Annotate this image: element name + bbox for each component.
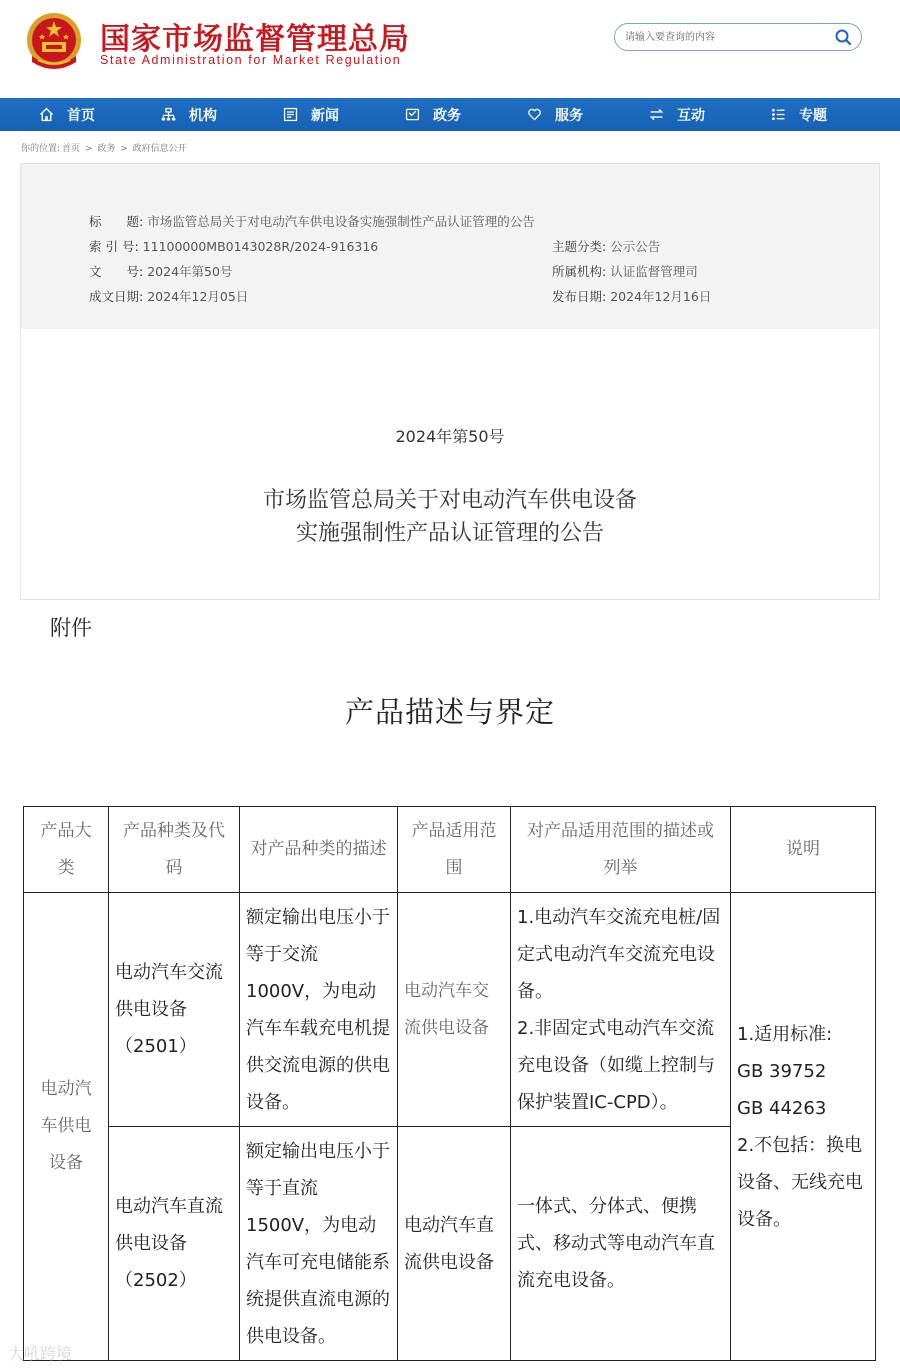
meta-title-label: 标 题: <box>89 214 144 229</box>
scope-description-cell <box>511 893 731 1127</box>
meta-published-value: 2024年12月16日 <box>610 289 712 304</box>
news-icon <box>282 106 299 123</box>
nav-item-topics[interactable] <box>762 98 884 131</box>
meta-org-row <box>552 262 698 280</box>
meta-topic-row <box>552 237 660 255</box>
watermark-text: 大吼跨境 <box>8 1344 73 1363</box>
document-title <box>21 484 879 550</box>
list-icon <box>770 106 787 123</box>
note-line: GB 39752 <box>737 1060 827 1082</box>
product-category-cell: 电动汽车供电设备 <box>24 893 109 1361</box>
meta-topic-value: 公示公告 <box>610 239 661 254</box>
search-box <box>614 23 862 51</box>
product-definition-table <box>23 806 876 1361</box>
nav-item-org[interactable] <box>152 98 274 131</box>
meta-org-label: 所属机构: <box>552 264 607 279</box>
product-kind-cell: 电动汽车直流供电设备（2502） <box>109 1127 240 1361</box>
meta-title-row <box>89 212 535 230</box>
scope-item: 2.非固定式电动汽车交流充电设备（如缆上控制与保护装置IC-CPD）。 <box>517 1017 715 1113</box>
table-header-cell: 产品种类及代码 <box>109 807 240 893</box>
site-title-cn[interactable]: 国家市场监督管理总局 <box>100 22 410 57</box>
section-title: 产品描述与界定 <box>344 695 555 729</box>
nav-item-gov[interactable] <box>396 98 518 131</box>
nav-item-home[interactable] <box>30 98 152 131</box>
meta-docno-label: 文 号: <box>89 264 144 279</box>
org-icon <box>160 106 177 123</box>
nav-label-news: 新闻 <box>311 107 339 124</box>
nav-label-service: 服务 <box>555 107 583 124</box>
meta-created-label: 成文日期: <box>89 289 144 304</box>
meta-org-value: 认证监督管理司 <box>610 264 698 279</box>
heart-icon <box>526 106 543 123</box>
nav-label-interact: 互动 <box>677 107 705 124</box>
meta-docno-value: 2024年第50号 <box>147 264 233 279</box>
table-header-cell: 对产品种类的描述 <box>240 807 398 893</box>
product-scope-cell: 电动汽车直流供电设备 <box>398 1127 511 1361</box>
main-nav <box>0 98 900 131</box>
search-icon[interactable] <box>833 27 853 47</box>
product-description-cell: 额定输出电压小于等于直流1500V，为电动汽车可充电储能系统提供直流电源的供电设备。 <box>240 1127 398 1361</box>
scope-description-cell: 一体式、分体式、便携式、移动式等电动汽车直流充电设备。 <box>511 1127 731 1361</box>
table-row <box>24 893 876 1127</box>
product-description-cell: 额定输出电压小于等于交流1000V，为电动汽车车载充电机提供交流电源的供电设备。 <box>240 893 398 1127</box>
meta-docno-row <box>89 262 232 280</box>
breadcrumb <box>20 141 188 154</box>
table-header-row <box>24 807 876 893</box>
meta-published-label: 发布日期: <box>552 289 607 304</box>
table-header-cell: 对产品适用范围的描述或列举 <box>511 807 731 893</box>
breadcrumb-link-disclosure[interactable]: 政府信息公开 <box>132 144 187 154</box>
breadcrumb-separator: > <box>84 144 93 154</box>
document-title-line2: 实施强制性产品认证管理的公告 <box>295 521 604 546</box>
nav-item-interact[interactable] <box>640 98 762 131</box>
nav-item-news[interactable] <box>274 98 396 131</box>
document-metadata <box>21 164 879 329</box>
meta-published-row <box>552 287 711 305</box>
document-number: 2024年第50号 <box>395 427 505 446</box>
breadcrumb-prefix: 你的位置: <box>21 144 61 154</box>
nav-label-home: 首页 <box>67 107 95 124</box>
nav-label-gov: 政务 <box>433 107 461 124</box>
meta-index-row <box>89 237 378 255</box>
scope-item: 1.电动汽车交流充电桩/固定式电动汽车交流充电设备。 <box>517 906 721 1002</box>
product-scope-cell: 电动汽车交流供电设备 <box>398 893 511 1127</box>
breadcrumb-separator: > <box>120 144 128 154</box>
meta-title-value: 市场监管总局关于对电动汽车供电设备实施强制性产品认证管理的公告 <box>147 214 535 229</box>
attachment-label: 附件 <box>50 616 92 640</box>
nav-label-org: 机构 <box>189 107 217 124</box>
home-icon <box>38 106 55 123</box>
notes-cell <box>731 893 876 1361</box>
nav-item-service[interactable] <box>518 98 640 131</box>
meta-created-value: 2024年12月05日 <box>147 289 249 304</box>
national-emblem-icon <box>22 10 86 74</box>
table-header-cell: 说明 <box>731 807 876 893</box>
search-input[interactable] <box>625 29 825 45</box>
site-title-en: State Administration for Market Regulation <box>100 53 402 67</box>
document-title-line1: 市场监管总局关于对电动汽车供电设备 <box>262 488 637 513</box>
breadcrumb-link-gov[interactable]: 政务 <box>97 144 116 154</box>
meta-created-row <box>89 287 248 305</box>
exchange-icon <box>648 106 665 123</box>
site-header <box>0 0 900 98</box>
note-line: 1.适用标准: <box>737 1023 833 1045</box>
meta-index-value: 11100000MB0143028R/2024-916316 <box>142 239 379 254</box>
meta-index-label: 索 引 号: <box>89 239 139 254</box>
product-kind-cell: 电动汽车交流供电设备（2501） <box>109 893 240 1127</box>
document-panel <box>20 163 880 600</box>
gov-icon <box>404 106 421 123</box>
note-line: 2.不包括：换电设备、无线充电设备。 <box>737 1134 863 1230</box>
table-header-cell: 产品大类 <box>24 807 109 893</box>
nav-label-topics: 专题 <box>799 107 827 124</box>
note-line: GB 44263 <box>737 1097 827 1119</box>
table-header-cell: 产品适用范围 <box>398 807 511 893</box>
breadcrumb-link-home[interactable]: 首页 <box>62 144 81 154</box>
meta-topic-label: 主题分类: <box>552 239 607 254</box>
